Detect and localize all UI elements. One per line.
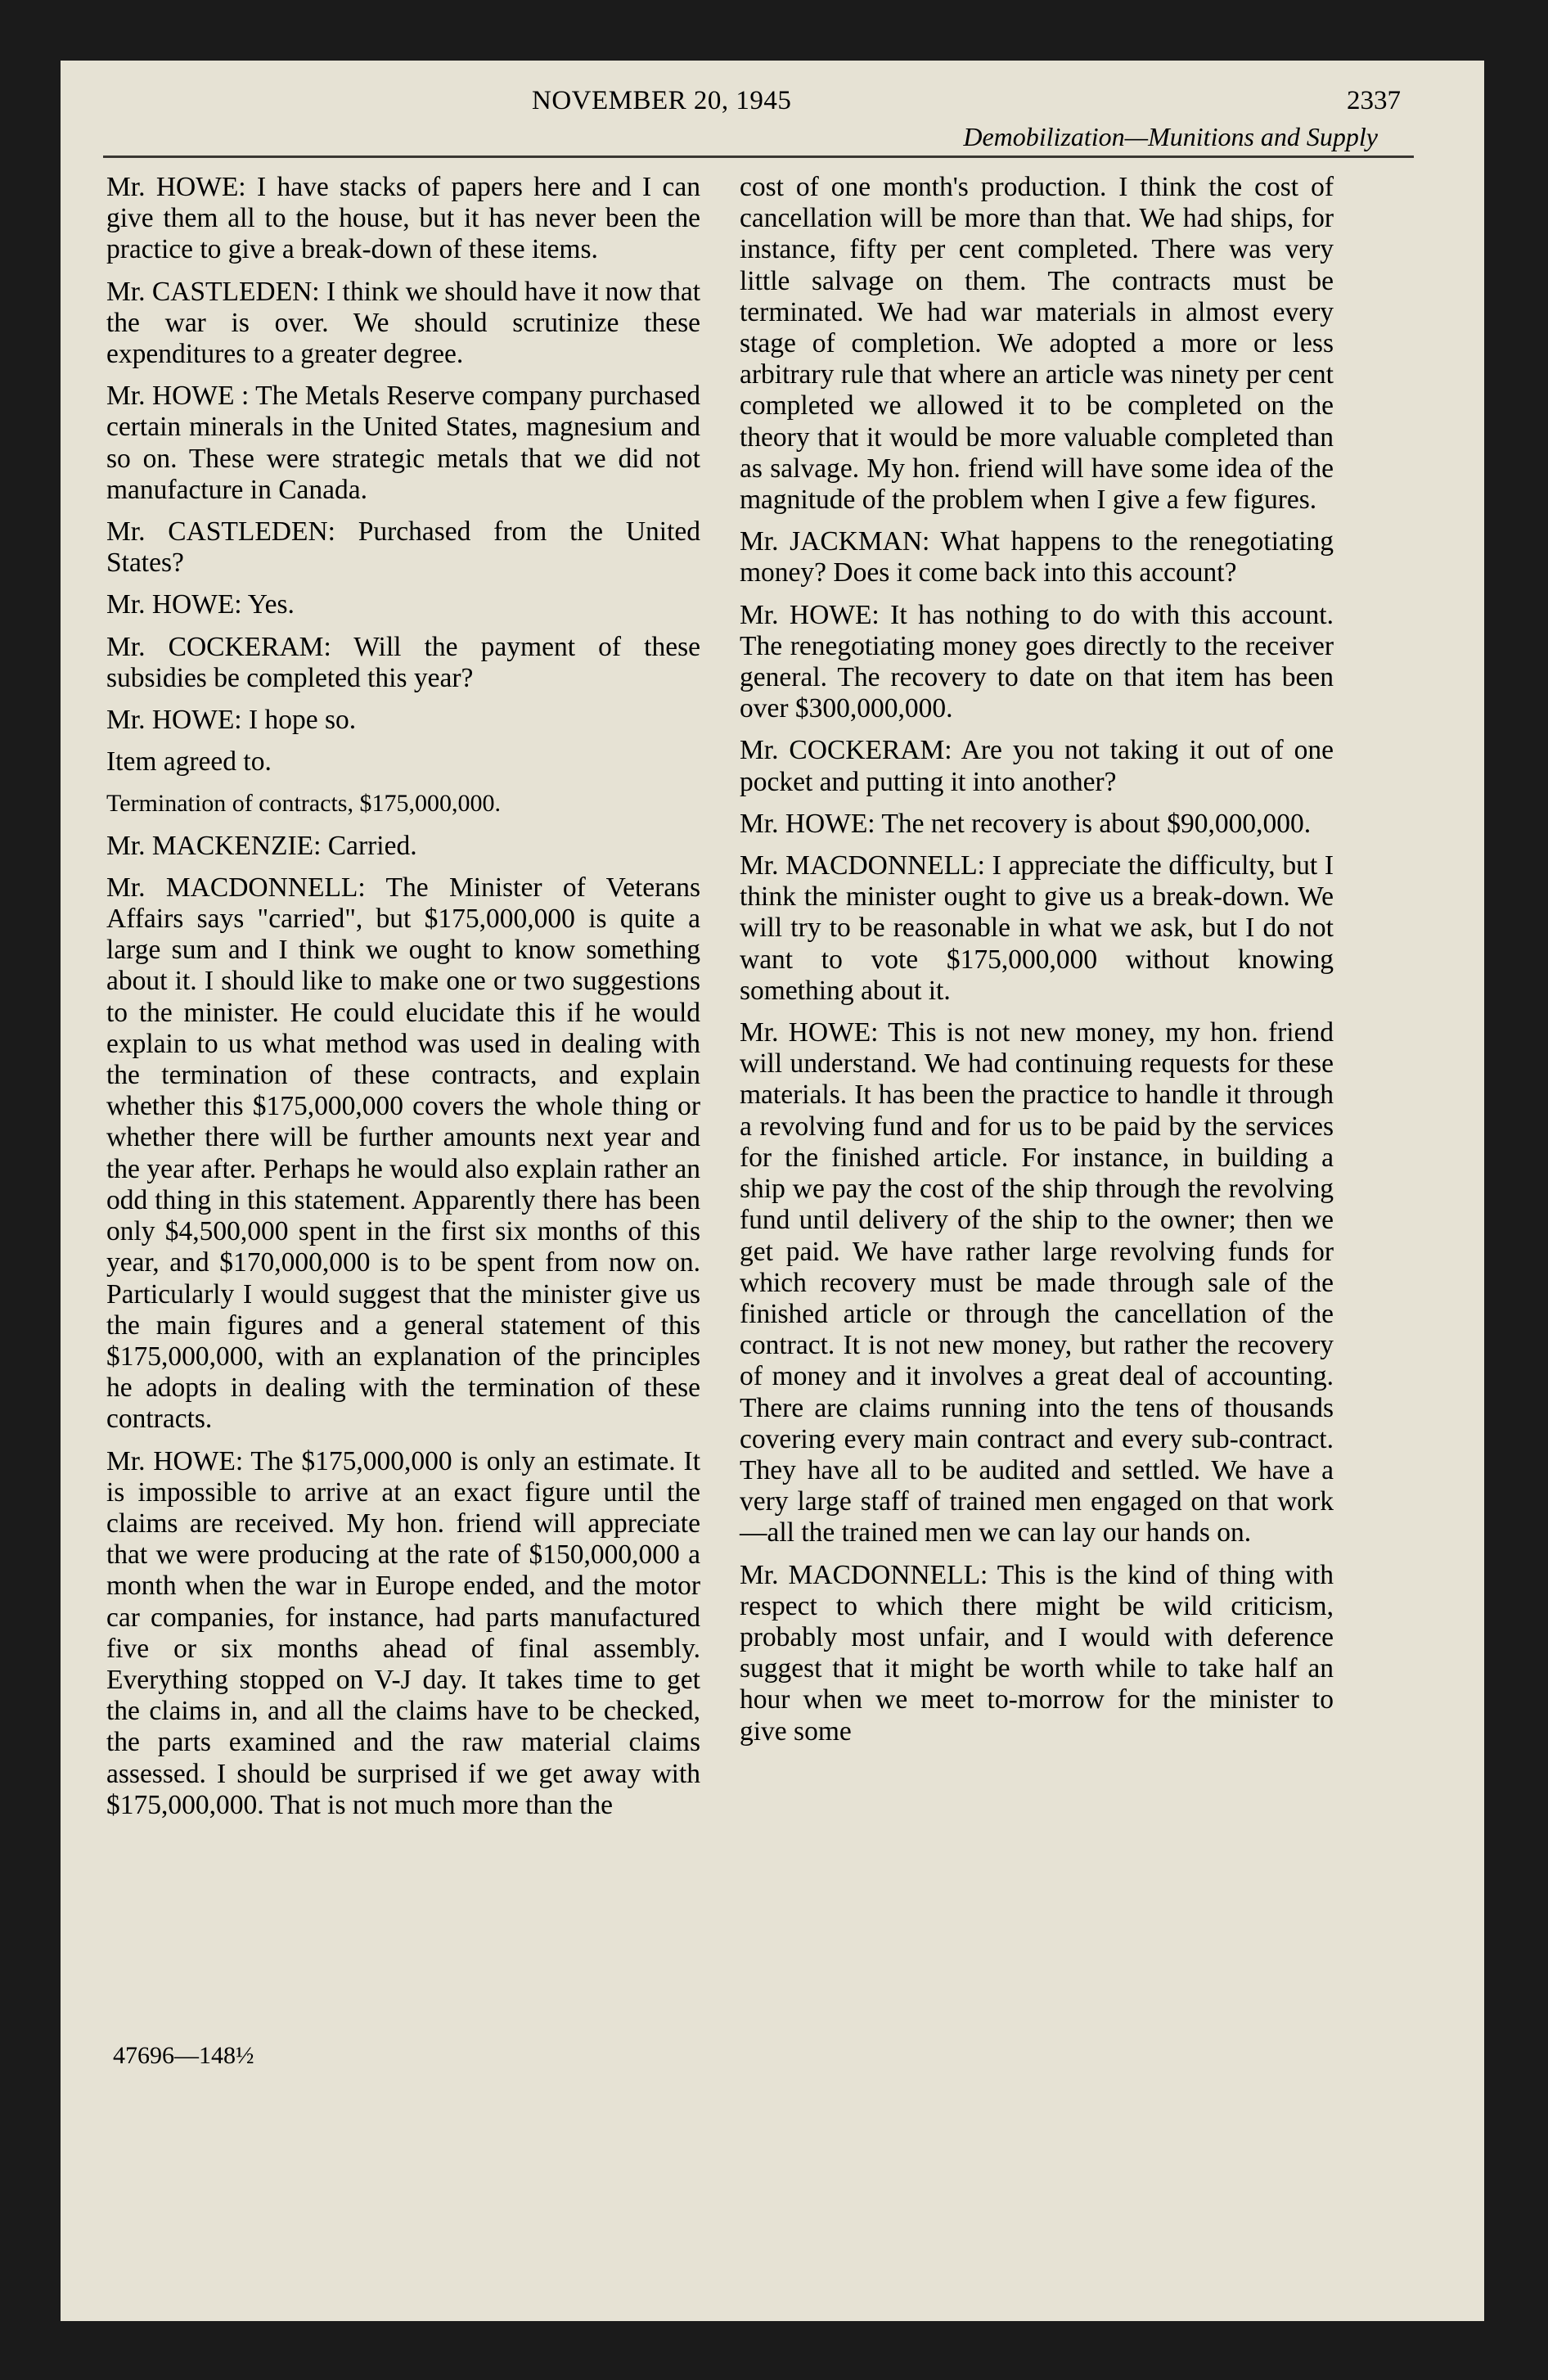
- paragraph: Mr. HOWE: The net recovery is about $90,000,000.: [740, 808, 1312, 839]
- paragraph: Mr. HOWE: I have stacks of papers here and I can give them all to the house, but it has never been the practice to give a break-down of these items.: [106, 172, 700, 265]
- section-title: Demobilization—Munitions and Supply: [963, 122, 1378, 151]
- paragraph: Mr. CASTLEDEN: Purchased from the United States?: [106, 516, 700, 579]
- paragraph: Mr. MACDONNELL: I appreciate the difficulty, but I think the minister ought to give us a break-down. We will try to be reasonable in what we ask, but I do not want to vote $175,000,000 without knowing something about it.: [740, 850, 1334, 1006]
- paragraph: Mr. HOWE: I hope so.: [106, 705, 357, 736]
- paragraph: Mr. JACKMAN: What happens to the renegotiating money? Does it come back into this account?: [740, 526, 1334, 588]
- paragraph: Mr. HOWE: The $175,000,000 is only an estimate. It is impossible to arrive at an exact figure until the claims are received. My hon. friend will appreciate that we were producing at the rate of $150,000,000 a month when the war in Europe ended, and the motor car companies, for instance, had parts manufactured five or six months ahead of final assembly. Everything stopped on V-J day. It takes time to get the claims in, and all the claims have to be checked, the parts examined and the raw material claims assessed. I should be surprised if we get away with $175,000,000. That is not much more than the: [106, 1445, 700, 1820]
- paragraph: Mr. MACKENZIE: Carried.: [106, 830, 417, 861]
- page-number: 2337: [1347, 86, 1401, 115]
- paragraph: Mr. HOWE: This is not new money, my hon. friend will understand. We had continuing requests for these materials. It has been the practice to handle it through a revolving fund and for us to be paid by the services for the finished article. For instance, in building a ship we pay the cost of the ship through the revolving fund until delivery of the ship to the owner; then we get paid. We have rather large revolving funds for which recovery must be made through sale of the finished article or through the cancellation of the contract. It is not new money, but rather the recovery of money and it involves a great deal of accounting. There are claims running into the tens of thousands covering every main contract and every sub-contract. They have all to be audited and settled. We have a very large staff of trained men engaged on that work—all the trained men we can lay our hands on.: [740, 1017, 1334, 1548]
- paragraph: Mr. MACDONNELL: The Minister of Veterans Affairs says "carried", but $175,000,000 is quite a large sum and I think we ought to know something about it. I should like to make one or two suggestions to the minister. He could elucidate this if he would explain to us what method was used in dealing with the termination of these contracts, and explain whether this $175,000,000 covers the whole thing or whether there will be further amounts next year and the year after. Perhaps he would also explain rather an odd thing in this statement. Apparently there has been only $4,500,000 spent in the first six months of this year, and $170,000,000 is to be spent from now on. Particularly I would suggest that the minister give us the main figures and a general statement of this $175,000,000, with an explanation of the principles he adopts in dealing with the termination of these contracts.: [106, 872, 700, 1435]
- paragraph: Mr. MACDONNELL: This is the kind of thing with respect to which there might be wild criticism, probably most unfair, and I would with deference suggest that it might be worth while to take half an hour when we meet to-morrow for the minister to give some: [740, 1559, 1334, 1747]
- paragraph: Mr. HOWE : The Metals Reserve company purchased certain minerals in the United States, magnesium and so on. These were strategic metals that we did not manufacture in Canada.: [106, 381, 700, 505]
- header-date: NOVEMBER 20, 1945: [532, 86, 792, 115]
- item-heading: Termination of contracts, $175,000,000.: [106, 790, 501, 818]
- header-rule: [103, 156, 1414, 158]
- paragraph: Mr. CASTLEDEN: I think we should have it now that the war is over. We should scrutinize these expenditures to a greater degree.: [106, 276, 700, 370]
- paragraph: Mr. HOWE: Yes.: [106, 589, 295, 620]
- paragraph: Mr. HOWE: It has nothing to do with this account. The renegotiating money goes directly to the receiver general. The recovery to date on that item has been over $300,000,000.: [740, 599, 1334, 724]
- folio-number: 47696—148½: [113, 2042, 254, 2069]
- paragraph: Mr. COCKERAM: Will the payment of these subsidies be completed this year?: [106, 631, 700, 693]
- right-column: [740, 172, 1334, 1758]
- paragraph: Mr. COCKERAM: Are you not taking it out of one pocket and putting it into another?: [740, 735, 1334, 797]
- left-column: [106, 172, 700, 1832]
- paragraph: Item agreed to.: [106, 746, 272, 778]
- page-header: [106, 86, 1411, 151]
- paragraph: cost of one month's production. I think the cost of cancellation will be more than that. We had ships, for instance, fifty per cent completed. There was very little salvage on them. The contracts must be terminated. We had war materials in almost every stage of completion. We adopted a more or less arbitrary rule that where an article was ninety per cent completed we allowed it to be completed on the theory that it would be more valuable completed than as salvage. My hon. friend will have some idea of the magnitude of the problem when I give a few figures.: [740, 172, 1334, 516]
